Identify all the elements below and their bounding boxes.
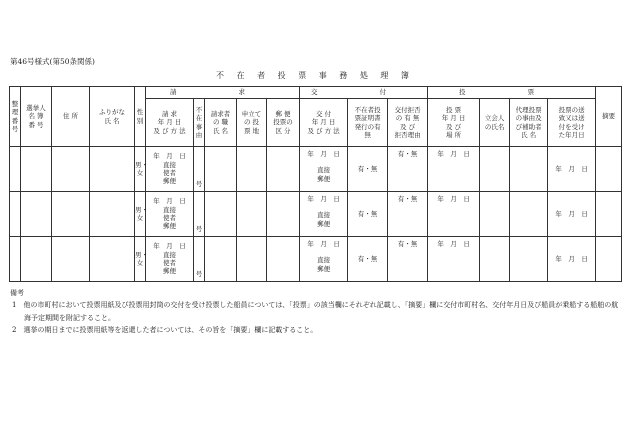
- cell-witness: [480, 192, 510, 237]
- group-seikyu: 請 求: [146, 87, 300, 99]
- header-group-row: [10, 87, 622, 99]
- cell-refusal-presence: 有・無: [388, 237, 428, 282]
- cell-postal-category: [267, 237, 300, 282]
- note-item-1: 1 他の市町村において投票用紙及び投票用封筒の交付を受け投票した船員については、「投票」の該当欄にそれぞれ記載し、「摘要」欄に交付市町村名、交付年月日及び船員が乗船する船舶の航海予定期間を附記すること。: [12, 301, 619, 322]
- cell-declared-place: [237, 237, 267, 282]
- cell-tekiyo: [596, 192, 622, 237]
- cell-issue: [300, 147, 348, 192]
- cell-tekiyo: [596, 147, 622, 192]
- cell-tekiyo: [596, 237, 622, 282]
- issue-date-text: 年 月 日: [307, 195, 340, 203]
- table-row: [10, 192, 622, 237]
- notes-section: [10, 287, 620, 336]
- cell-gender: 男・女: [135, 192, 146, 237]
- cell-seiri-bango: [10, 237, 21, 282]
- cell-gender: 男・女: [135, 237, 146, 282]
- cell-shimei: [90, 237, 135, 282]
- col-kofu-kyohi: 交付拒否 の 有 無 及 び 拒否理由: [388, 99, 428, 147]
- col-yubin: 郵 便 投票の 区 分: [267, 99, 300, 147]
- col-kofu-date: 交 付 年 月 日 及 び 方 法: [300, 99, 348, 147]
- cell-seiri-bango: [10, 192, 21, 237]
- cell-declared-place: [237, 147, 267, 192]
- cell-certificate-presence: 有・無: [348, 192, 388, 237]
- cell-proxy: [510, 237, 548, 282]
- cell-send-date: 年 月 日: [548, 192, 596, 237]
- group-tohyo: 投 票: [428, 87, 596, 99]
- cell-witness: [480, 147, 510, 192]
- cell-postal-category: [267, 147, 300, 192]
- col-senkyonin-meibo: 選挙人 名 簿 番 号: [21, 87, 52, 147]
- col-seikyusha: 請求者 の 職 氏 名: [205, 99, 237, 147]
- col-tekiyo: 摘要: [596, 87, 622, 147]
- cell-vote-date-place: 年 月 日: [428, 237, 480, 282]
- cell-shimei: [90, 147, 135, 192]
- cell-request-date-method: 年 月 日 直接 使者 郵便: [146, 147, 194, 192]
- col-fuzai-jiyu: 不在事由: [194, 99, 205, 147]
- cell-certificate-presence: 有・無: [348, 237, 388, 282]
- issue-method-text: 直接 郵便: [317, 256, 331, 273]
- issue-date-text: 年 月 日: [307, 150, 340, 158]
- col-shimei: ふりがな 氏 名: [90, 87, 135, 147]
- issue-method-text: 直接 郵便: [317, 166, 331, 183]
- cell-requester: [205, 147, 237, 192]
- cell-vote-date-place: 年 月 日: [428, 147, 480, 192]
- document-title: 不 在 者 投 票 事 務 処 理 簿: [216, 71, 414, 80]
- cell-send-date: 年 月 日: [548, 237, 596, 282]
- col-seiri-bango: 整理番号: [10, 87, 21, 147]
- cell-request-date-method: 年 月 日 直接 使者 郵便: [146, 192, 194, 237]
- cell-senkyonin-meibo: [21, 237, 52, 282]
- issue-method-text: 直接 郵便: [317, 211, 331, 228]
- table-row: [10, 237, 622, 282]
- cell-senkyonin-meibo: [21, 192, 52, 237]
- cell-absence-reason: 号: [194, 192, 205, 237]
- cell-witness: [480, 237, 510, 282]
- cell-proxy: [510, 192, 548, 237]
- note-item-2: 2 選挙の期日までに投票用紙等を返還した者については、その旨を「摘要」欄に記載すること。: [12, 325, 318, 334]
- cell-requester: [205, 237, 237, 282]
- col-soufu: 投票の送 致又は送 付を受け た年月日: [548, 99, 596, 147]
- col-seikyu-date: 請 求 年 月 日 及 び 方 法: [146, 99, 194, 147]
- col-shomeisho: 不在者投 票証明書 発行の有 無: [348, 99, 388, 147]
- cell-issue: [300, 237, 348, 282]
- cell-senkyonin-meibo: [21, 147, 52, 192]
- col-tohyo-date: 投 票 年 月 日 及 び 場 所: [428, 99, 480, 147]
- cell-certificate-presence: 有・無: [348, 147, 388, 192]
- col-seibetsu: 性別: [135, 87, 146, 147]
- cell-vote-date-place: 年 月 日: [428, 192, 480, 237]
- col-tachiainin: 立会人 の氏名: [480, 99, 510, 147]
- group-kofu: 交 付: [300, 87, 428, 99]
- form-number-label: 第46号様式(第50条関係): [10, 57, 95, 66]
- cell-seiri-bango: [10, 147, 21, 192]
- cell-issue: [300, 192, 348, 237]
- cell-absence-reason: 号: [194, 237, 205, 282]
- cell-jusho: [52, 147, 90, 192]
- cell-request-date-method: 年 月 日 直接 使者 郵便: [146, 237, 194, 282]
- col-dairi: 代理投票 の事由及 び補助者 氏 名: [510, 99, 548, 147]
- cell-requester: [205, 192, 237, 237]
- cell-refusal-presence: 有・無: [388, 192, 428, 237]
- cell-shimei: [90, 192, 135, 237]
- absentee-voting-ledger-table: [9, 86, 622, 282]
- cell-jusho: [52, 237, 90, 282]
- cell-declared-place: [237, 192, 267, 237]
- col-jusho: 住 所: [52, 87, 90, 147]
- cell-gender: 男・女: [135, 147, 146, 192]
- cell-postal-category: [267, 192, 300, 237]
- issue-date-text: 年 月 日: [307, 240, 340, 248]
- notes-heading: 備考: [10, 289, 24, 297]
- cell-jusho: [52, 192, 90, 237]
- col-moshitate: 申立て の 投 票 地: [237, 99, 267, 147]
- cell-send-date: 年 月 日: [548, 147, 596, 192]
- cell-proxy: [510, 147, 548, 192]
- table-row: [10, 147, 622, 192]
- cell-absence-reason: 号: [194, 147, 205, 192]
- cell-refusal-presence: 有・無: [388, 147, 428, 192]
